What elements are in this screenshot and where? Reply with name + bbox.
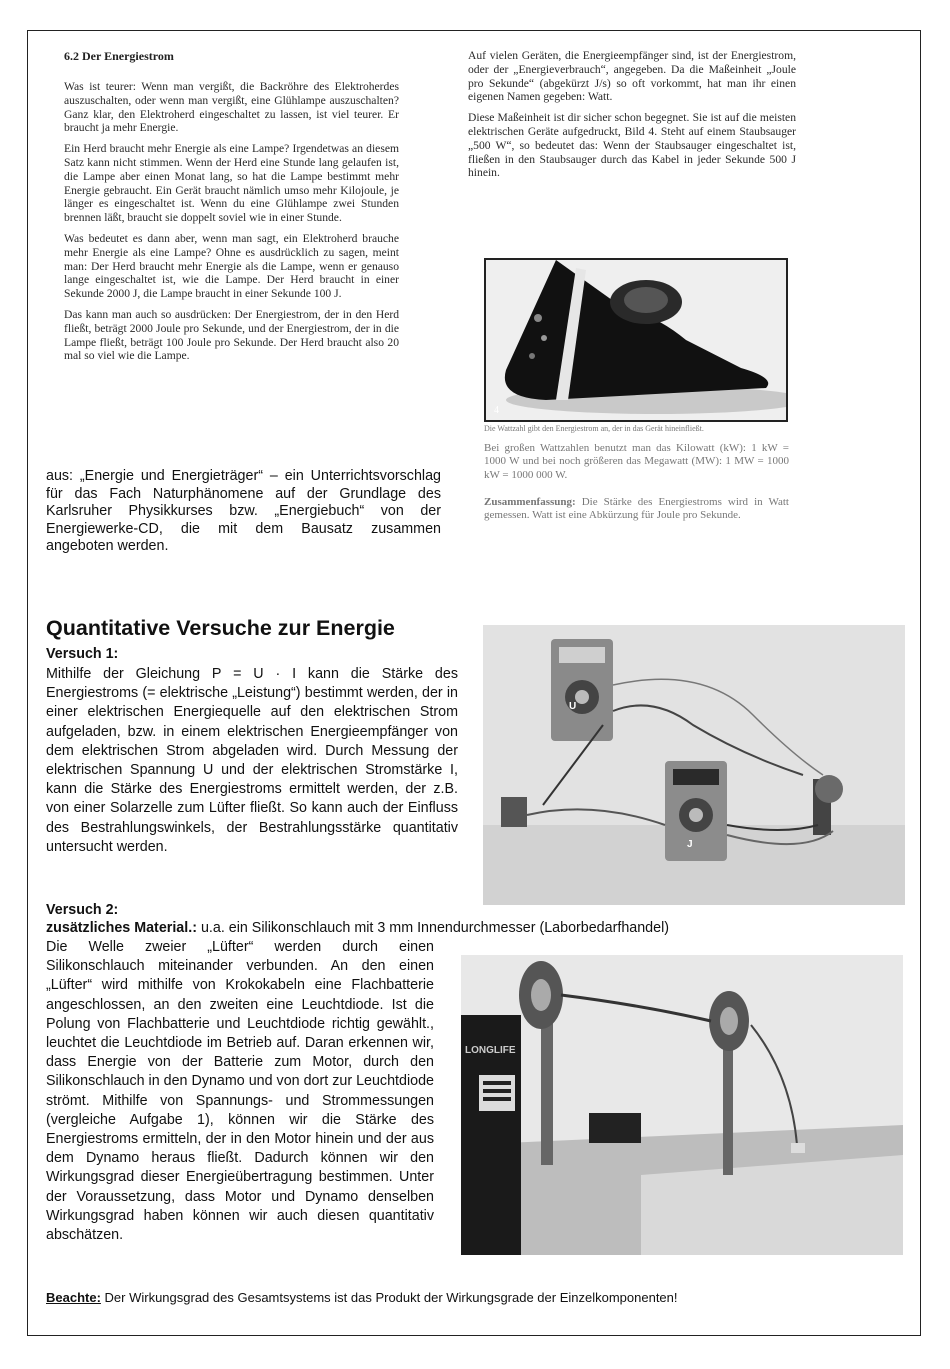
units-text: Bei großen Wattzahlen benutzt man das Kilowatt (kW): 1 kW = 1000 W und bei noch größeren das Megawatt (MW): 1 MW = 1000 kW = 1000 000 W. <box>484 442 789 481</box>
multimeter-setup-illustration <box>483 625 905 905</box>
note-label: Beachte: <box>46 1290 101 1305</box>
material-text: u.a. ein Silikonschlauch mit 3 mm Innendurchmesser (Laborbedarfhandel) <box>196 920 670 936</box>
scan-paragraph: Was ist teurer: Wenn man vergißt, die Backröhre des Elektroherdes auszuschalten, oder wenn man vergißt, eine Glühlampe auszuschalten? Ganz klar, den Elektroherd eingeschaltet zu lassen, ist viel teurer. Er braucht ja mehr Energie. <box>64 80 399 135</box>
scan-paragraph: Diese Maßeinheit ist dir sicher schon begegnet. Sie ist auf die meisten elektrischen Geräte aufgedruckt, Bild 4. Steht auf einem Staubsauger „500 W“, so bedeutet das: Wenn der Staubsauger eingeschaltet ist, fließen in den Staubsauger durch das Kabel in jeder Sekunde 500 J hinein. <box>468 111 796 180</box>
versuch2-material <box>46 919 846 938</box>
figure-caption: Die Wattzahl gibt den Energiestrom an, der in das Gerät hineinfließt. <box>484 424 704 433</box>
multimeter-label-j: J <box>687 839 693 850</box>
scan-paragraph: Was bedeutet es dann aber, wenn man sagt, ein Elektroherd brauche mehr Energie als eine Lampe? Ohne es ausdrücklich zu sagen, meint man: Der Herd braucht mehr Energie als die Lampe, wenn er genauso lange eingeschaltet ist, wie die Lampe. Der Herd braucht in einer Sekunde 2000 J, die Lampe braucht in einer Sekunde 100 J. <box>64 231 399 301</box>
versuch1-heading: Versuch 1: <box>46 646 119 662</box>
iron-photo <box>484 258 788 422</box>
experiment2-photo <box>461 955 903 1255</box>
scan-heading: 6.2 Der Energiestrom <box>64 49 174 63</box>
figure-number: 4 <box>494 405 499 416</box>
iron-illustration <box>486 260 786 420</box>
motor-dynamo-illustration <box>461 955 903 1255</box>
scan-paragraph: Ein Herd braucht mehr Energie als eine Lampe? Irgendetwas an diesem Satz kann nicht stimmen. Wenn der Herd eine Stunde lang gelaufen ist, die Lampe aber einen Monat lang, so hat die Lampe bestimmt mehr Energie gebraucht. Ein Gerät braucht nämlich umso mehr Kilojoule, je länger es eingeschaltet ist. Wenn du eine Glühlampe zwei Stunden brennen läßt, braucht sie doppelt soviel wie in einer Stunde. <box>64 142 399 225</box>
experiment1-photo <box>483 625 905 905</box>
multimeter-label-u: U <box>569 701 577 712</box>
scan-paragraph: Auf vielen Geräten, die Energieempfänger sind, ist der Energiestrom, oder der „Energieverbrauch“, angegeben. Da die Maßeinheit „Joule pro Sekunde“ (abgekürzt J/s) so oft vorkommt, hat man ihr einen eigenen Namen gegeben: Watt. <box>468 49 796 104</box>
page-title: Quantitative Versuche zur Energie <box>46 616 395 640</box>
source-reference: aus: „Energie und Energieträger“ – ein Unterrichtsvorschlag für das Fach Naturphänomene auf der Grundlage des Karlsruher Physikkurses bzw. „Energiebuch“ von der Energiewerke-CD, die mit dem Bausatz zusammen angeboten werden. <box>46 468 441 554</box>
battery-label: LONGLIFE <box>465 1045 516 1056</box>
summary <box>484 496 789 523</box>
versuch2-heading: Versuch 2: <box>46 902 119 918</box>
material-label: zusätzliches Material.: <box>46 920 197 936</box>
note <box>46 1290 678 1305</box>
scan-paragraph: Das kann man auch so ausdrücken: Der Energiestrom, der in den Herd fließt, beträgt 2000 Joule pro Sekunde, und der Energiestrom, der in die Lampe fließt, beträgt 100 Joule pro Sekunde. Der Herd braucht also 20 mal so viel wie die Lampe. <box>64 307 399 363</box>
versuch1-text: Mithilfe der Gleichung P = U · I kann die Stärke des Energiestroms (= elektrische „Leistung“) bestimmt werden, der in einer elektrischen Energiequelle auf den elektrischen Strom aufgeladen, bzw. in einem elektrischen Energieempfänger von dem elektrischen Strom abgeladen wird. Durch Messung der elektrischen Spannung U und der elektrischen Stromstärke I, kann die Stärke des Energiestroms ermittelt werden, der z.B. von einer Solarzelle zum Lüfter fließt. So kann auch der Einfluss des Bestrahlungswinkels, der Bestrahlungsstärke quantitativ untersucht werden. <box>46 666 458 855</box>
scan-left-column <box>64 80 399 370</box>
summary-text: Die Stärke des Energiestroms wird in Watt gemessen. Watt ist eine Abkürzung für Joule pro Sekunde. <box>484 496 789 522</box>
versuch2-text: Die Welle zweier „Lüfter“ werden durch einen Silikonschlauch miteinander verbunden. An den einen „Lüfter“ wird mithilfe von Krokokabeln eine Flachbatterie angeschlossen, an den zweiten eine Leuchtdiode. Ist die Polung von Flachbatterie und Leuchtdiode richtig gewählt., leuchtet die Leuchtdiode im Betrieb auf. Daran erkennen wir, dass Energie von der Batterie zum Motor, durch den Silikonschlauch in den Dynamo und von dort zur Leuchtdiode strömt. Mithilfe von Spannungs- und Strommessungen (vergleiche Aufgabe 1), können wir die Stärke des Energiestroms ermitteln, der in den Motor hinein und der aus dem Dynamo heraus fließt. Dadurch können wir den Wirkungsgrad dieser Energieübertragung bestimmen. Unter der Voraussetzung, dass Motor und Dynamo denselben Wirkungsgrad haben können wir auch diesen quantitativ abschätzen. <box>46 939 434 1244</box>
note-text: Der Wirkungsgrad des Gesamtsystems ist das Produkt der Wirkungsgrade der Einzelkomponenten! <box>100 1290 678 1305</box>
scan-right-column <box>468 49 796 187</box>
summary-label: Zusammenfassung: <box>484 496 576 508</box>
